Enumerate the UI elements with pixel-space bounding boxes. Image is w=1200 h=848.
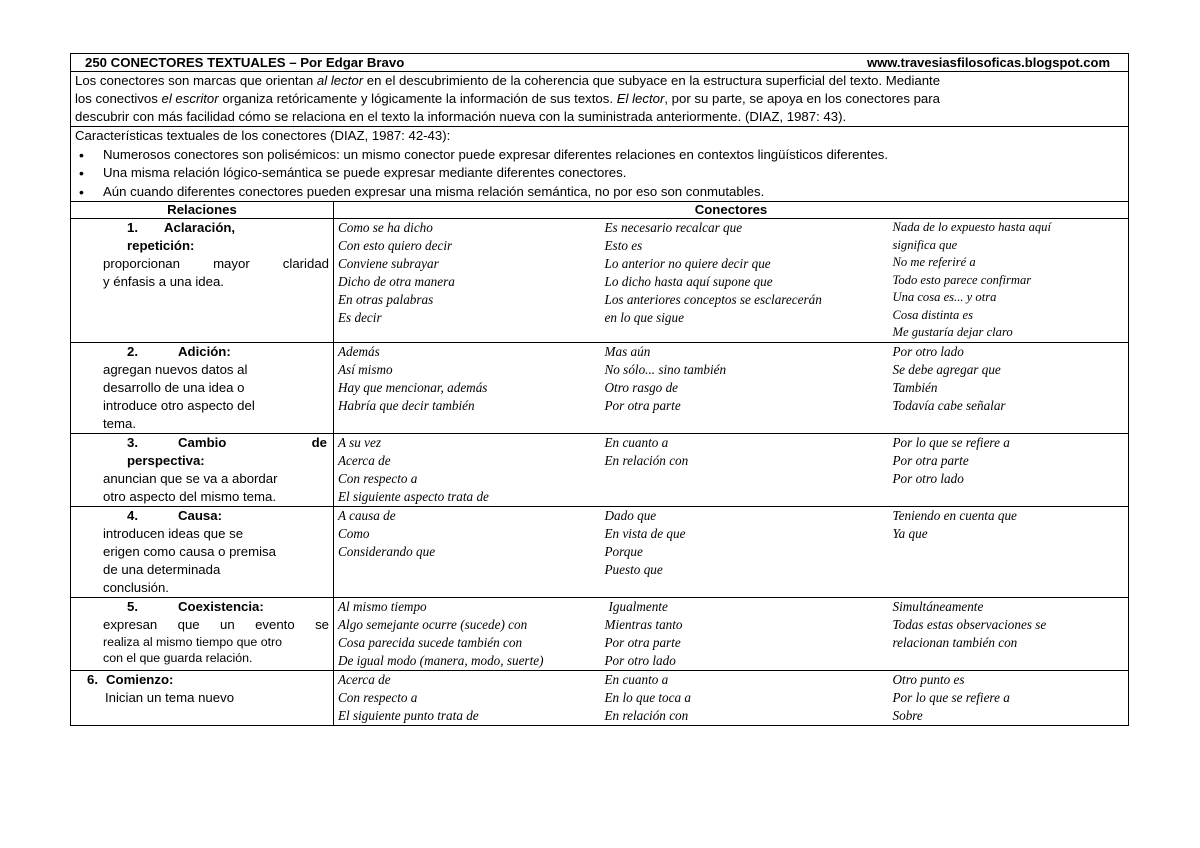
table-row — [71, 597, 1129, 670]
connectors-header: Conectores — [334, 202, 1129, 219]
relation-cell: 3. Cambio de perspectiva: anuncian que se va a abordar otro aspecto del mismo tema. — [71, 433, 334, 506]
relation-cell: 4. Causa: introducen ideas que se erigen como causa o premisa de una determinada conclusión. — [71, 506, 334, 597]
bullet-item: • Una misma relación lógico-semántica se puede expresar mediante diferentes conectores. — [75, 164, 1124, 183]
connector-list: A su vez Acerca de Con respecto a El siguiente aspecto trata de — [334, 433, 601, 506]
relation-cell: 2. Adición: agregan nuevos datos al desarrollo de una idea o introduce otro aspecto del tema. — [71, 342, 334, 433]
characteristics-cell — [71, 127, 1129, 202]
table-row — [71, 670, 1129, 725]
table-row — [71, 506, 1129, 597]
relation-cell: 6. Comienzo: Inician un tema nuevo — [71, 670, 334, 725]
relation-cell: 5. Coexistencia: expresan que un evento se realiza al mismo tiempo que otro con el que guarda relación. — [71, 597, 334, 670]
table-row — [71, 433, 1129, 506]
relation-cell: 1. Aclaración, repetición: proporcionan mayor claridad y énfasis a una idea. — [71, 219, 334, 343]
connector-list: Teniendo en cuenta que Ya que — [889, 506, 1129, 597]
connector-list: Acerca de Con respecto a El siguiente punto trata de — [334, 670, 601, 725]
connector-list: Es necesario recalcar que Esto es Lo anterior no quiere decir que Lo dicho hasta aquí supone que Los anteriores conceptos se esclarecerán en lo que sigue — [601, 219, 889, 343]
connector-list: A causa de Como Considerando que — [334, 506, 601, 597]
characteristics-row — [71, 127, 1129, 202]
connector-list: Mas aún No sólo... sino también Otro rasgo de Por otra parte — [601, 342, 889, 433]
table-row — [71, 342, 1129, 433]
connectors-table — [70, 53, 1129, 726]
bullet-item: • Aún cuando diferentes conectores pueden expresar una misma relación semántica, no por eso son conmutables. — [75, 183, 1124, 202]
bullet-item: • Numerosos conectores son polisémicos: un mismo conector puede expresar diferentes relaciones en contextos lingüísticos diferentes. — [75, 146, 1124, 165]
connector-list: Dado que En vista de que Porque Puesto que — [601, 506, 889, 597]
connector-list: Por lo que se refiere a Por otra parte Por otro lado — [889, 433, 1129, 506]
table-row — [71, 219, 1129, 343]
connector-list: Además Así mismo Hay que mencionar, además Habría que decir también — [334, 342, 601, 433]
connector-list: Otro punto es Por lo que se refiere a Sobre — [889, 670, 1129, 725]
blog-url: www.travesiasfilosoficas.blogspot.com — [867, 55, 1111, 70]
characteristics-heading: Características textuales de los conectores (DIAZ, 1987: 42-43): — [75, 128, 451, 143]
connector-list: En cuanto a En lo que toca a En relación con — [601, 670, 889, 725]
connector-list: Al mismo tiempo Algo semejante ocurre (sucede) con Cosa parecida sucede también con De igual modo (manera, modo, suerte) — [334, 597, 601, 670]
connector-list: Como se ha dicho Con esto quiero decir Conviene subrayar Dicho de otra manera En otras palabras Es decir — [334, 219, 601, 343]
intro-paragraph: Los conectores son marcas que orientan al lector en el descubrimiento de la coherencia que subyace en la estructura superficial del texto. Mediante los conectivos el escritor organiza retóricamente y lógicamente la información de sus textos. El lector, por su parte, se apoya en los conectores para descubrir con más facilidad cómo se relaciona en el texto la información nueva con la suministrada anteriormente. (DIAZ, 1987: 43). — [71, 72, 1129, 127]
relations-header: Relaciones — [71, 202, 334, 219]
connector-list: En cuanto a En relación con — [601, 433, 889, 506]
document-title: 250 CONECTORES TEXTUALES – Por Edgar Bravo — [85, 55, 405, 70]
intro-row — [71, 72, 1129, 127]
connector-list: Por otro lado Se debe agregar que También Todavía cabe señalar — [889, 342, 1129, 433]
header-row — [71, 54, 1129, 72]
connector-list: Simultáneamente Todas estas observaciones se relacionan también con — [889, 597, 1129, 670]
connector-list: Nada de lo expuesto hasta aquí significa que No me referiré a Todo esto parece confirmar Una cosa es... y otra Cosa distinta es Me gustaría dejar claro — [889, 219, 1129, 343]
connector-list: Igualmente Mientras tanto Por otra parte Por otro lado — [601, 597, 889, 670]
column-header-row — [71, 202, 1129, 219]
